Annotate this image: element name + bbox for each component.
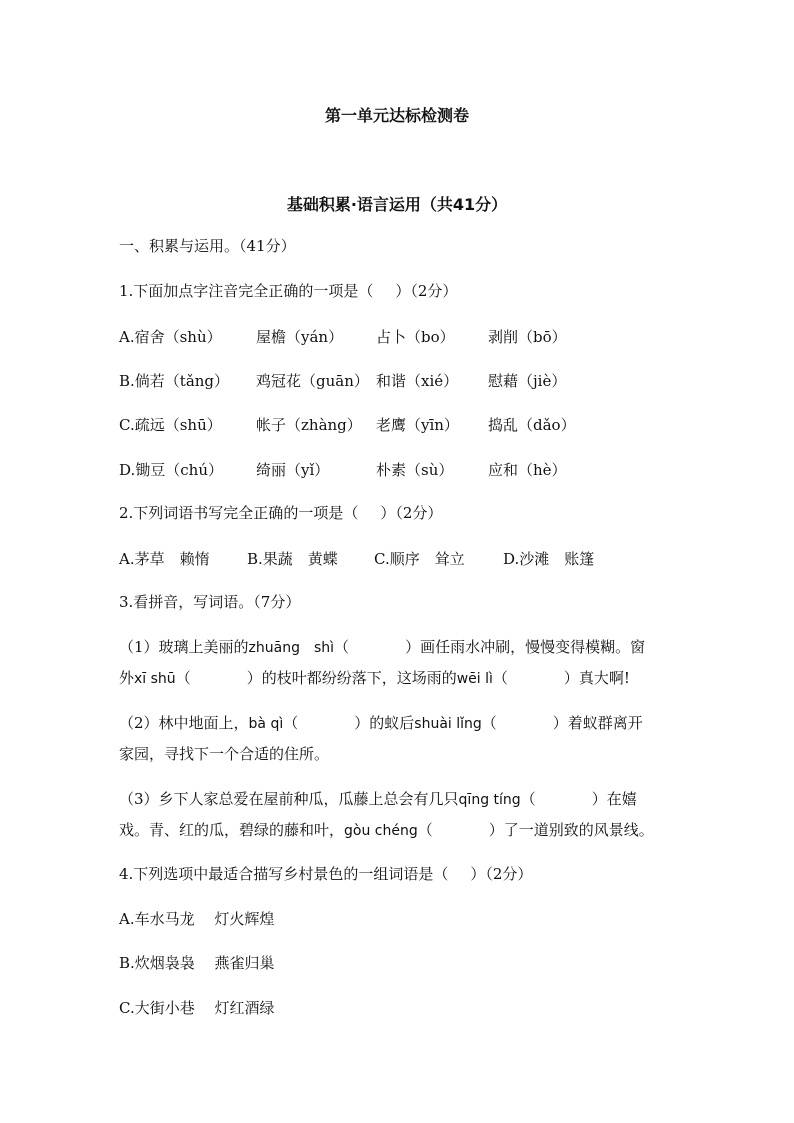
question-4-stem-text: 4.下列选项中最适合描写乡村景色的一组词语是（ [119,865,449,883]
question-1-score: ）（2分） [395,282,458,300]
option-cell: D.锄豆（chú） [119,461,223,479]
sentence-text: 戏。青、红的瓜，碧绿的藤和叶， [119,821,345,839]
pinyin-text: gòu chéng [344,823,418,839]
question-1-stem [119,281,457,301]
option-cell: 帐子（zhàng） [256,416,362,434]
option-cell: B.倘若（tǎng） [119,372,230,390]
option-cell: A.茅草 赖惰 [119,550,210,568]
question-3-item-1-line-2 [119,668,679,689]
question-1-stem-text: 1.下面加点字注音完全正确的一项是（ [119,282,374,300]
pinyin-text: qīng tíng [458,792,521,808]
option-cell: 鸡冠花（guān） [256,372,369,390]
option-cell: 占卜（bo） [376,328,455,346]
sentence-text: （ [334,638,350,656]
sentence-text: （ [175,669,191,687]
option-cell: C.疏远（shū） [119,416,222,434]
option-cell: 朴素（sù） [376,461,454,479]
option-cell: 应和（hè） [488,461,567,479]
question-4-score: ）（2分） [470,865,533,883]
sentence-text: ）的蚁后 [354,714,415,732]
option-cell: B.果蔬 黄蝶 [247,550,338,568]
question-3-item-2-line-2: 家园，寻找下一个合适的住所。 [119,745,330,763]
pinyin-text: shuài lǐng [414,716,482,732]
sentence-text: （ [520,790,536,808]
question-4-option-a: A.车水马龙 灯火辉煌 [119,910,275,928]
sentence-text: （3）乡下人家总爱在屋前种瓜，瓜藤上总会有几只 [119,790,459,808]
sentence-text: 外 [119,669,135,687]
option-cell: A.宿舍（shù） [119,328,222,346]
sentence-text: ）画任雨水冲刷，慢慢变得模糊。窗 [405,638,646,656]
option-cell: 捣乱（dǎo） [488,416,576,434]
question-4-stem [119,864,532,884]
question-4-option-b: B.炊烟袅袅 燕雀归巢 [119,954,275,972]
option-cell: C.顺序 耸立 [374,550,465,568]
sentence-text: ）着蚁群离开 [552,714,643,732]
pinyin-text: zhuāng shì [248,640,335,656]
question-2-score: ）（2分） [380,504,443,522]
sentence-text: ）真大啊! [563,669,630,687]
option-cell: 屋檐（yán） [256,328,344,346]
pinyin-text: bà qì [248,716,284,732]
option-cell: 老鹰（yīn） [376,416,459,434]
option-cell: D.沙滩 账篷 [503,550,595,568]
question-3-item-1-line-1 [119,637,679,658]
question-3-item-2-line-1 [119,713,679,734]
section-title: 基础积累·语言运用（共41分） [286,195,508,214]
option-cell: 剥削（bō） [488,328,567,346]
part-heading: 一、积累与运用。（41分） [119,237,296,255]
document-title: 第一单元达标检测卷 [324,106,469,125]
option-cell: 和谐（xié） [376,372,459,390]
question-4-option-c: C.大街小巷 灯红酒绿 [119,999,275,1017]
sentence-text: （ [492,669,508,687]
question-3-item-3-line-1 [119,789,679,810]
sentence-text: （ [481,714,497,732]
sentence-text: ）在嬉 [591,790,637,808]
pinyin-text: xī shū [134,671,176,687]
question-2-stem-text: 2.下列词语书写完全正确的一项是（ [119,504,359,522]
question-2-stem [119,503,442,523]
sentence-text: （2）林中地面上， [119,714,249,732]
option-cell: 绮丽（yǐ） [256,461,330,479]
question-3-stem: 3.看拼音，写词语。（7分） [119,593,301,611]
question-3-item-3-line-2 [119,820,679,841]
sentence-text: （ [417,821,433,839]
sentence-text: （ [283,714,299,732]
sentence-text: （1）玻璃上美丽的 [119,638,249,656]
sentence-text: ）的枝叶都纷纷落下，这场雨的 [246,669,457,687]
option-cell: 慰藉（jiè） [488,372,567,390]
sentence-text: ）了一道别致的风景线。 [488,821,654,839]
pinyin-text: wēi lì [456,671,493,687]
